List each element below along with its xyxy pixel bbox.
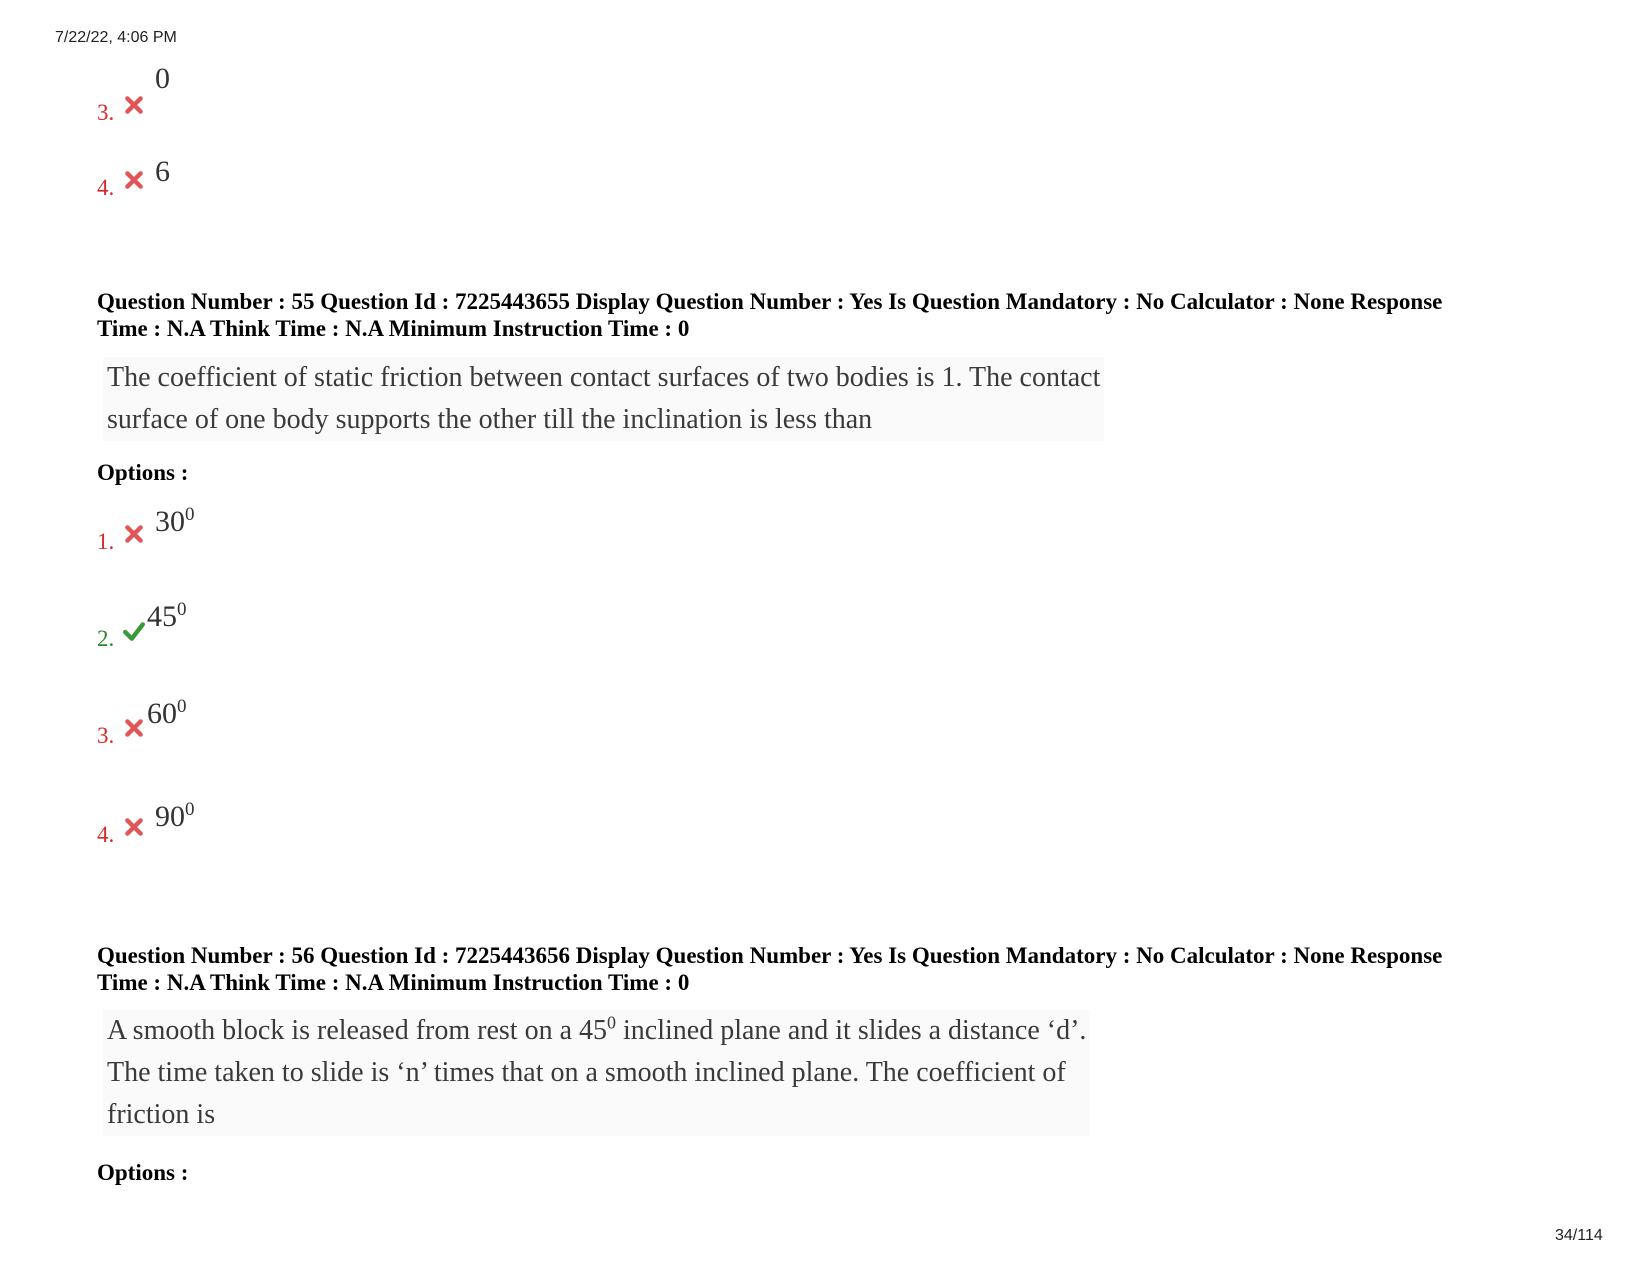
option-item — [97, 697, 187, 749]
option-number: 4. — [97, 822, 115, 847]
question-56-text — [103, 1010, 1090, 1136]
question-text-line: surface of one body supports the other till the inclination is less than — [107, 404, 873, 435]
question-header-line: Question Number : 56 Question Id : 7225443656 Display Question Number : Yes Is Question Mandatory : No Calculator : None Response — [97, 943, 1443, 968]
option-number: 4. — [97, 175, 115, 200]
option-value: $90^0$ — [155, 799, 195, 833]
options-label: Options : — [97, 1160, 189, 1185]
option-number: 2. — [97, 626, 115, 651]
option-item — [97, 505, 195, 555]
question-text-line: friction is — [107, 1099, 216, 1130]
option-number: 3. — [97, 100, 115, 125]
option-number: 1. — [97, 529, 115, 554]
question-55-text — [103, 357, 1104, 441]
question-56-header — [97, 942, 1577, 996]
cross-icon — [123, 94, 145, 116]
question-header-line: Question Number : 55 Question Id : 7225443655 Display Question Number : Yes Is Question Mandatory : No Calculator : None Response — [97, 289, 1443, 314]
cross-icon — [123, 717, 145, 739]
option-value: $45^0$ — [147, 599, 187, 633]
option-number: 3. — [97, 723, 115, 748]
question-text-line: The time taken to slide is ‘n’ times that on a smooth inclined plane. The coefficient of — [107, 1057, 1066, 1088]
option-value: $60^0$ — [147, 696, 187, 730]
option-value: 6 — [155, 155, 170, 188]
page-number: 34/114 — [1555, 1227, 1603, 1244]
options-label: Options : — [97, 460, 189, 485]
question-header-line: Time : N.A Think Time : N.A Minimum Instruction Time : 0 — [97, 316, 690, 341]
cross-icon — [123, 816, 145, 838]
option-item — [97, 600, 187, 652]
cross-icon — [123, 169, 145, 191]
option-item — [97, 62, 170, 126]
cross-icon — [123, 523, 145, 545]
question-header-line: Time : N.A Think Time : N.A Minimum Instruction Time : 0 — [97, 970, 690, 995]
option-value: 0 — [155, 62, 170, 95]
question-text-line: A smooth block is released from rest on a $45^0$ inclined plane and it slides a distance ‘d’. — [107, 1012, 1087, 1046]
print-timestamp: 7/22/22, 4:06 PM — [55, 29, 177, 46]
option-item — [97, 155, 170, 201]
option-item — [97, 800, 195, 848]
question-55-header — [97, 288, 1577, 342]
question-text-line: The coefficient of static friction between contact surfaces of two bodies is 1. The contact — [107, 362, 1101, 393]
option-value: $30^0$ — [155, 504, 195, 538]
check-icon — [123, 620, 145, 642]
